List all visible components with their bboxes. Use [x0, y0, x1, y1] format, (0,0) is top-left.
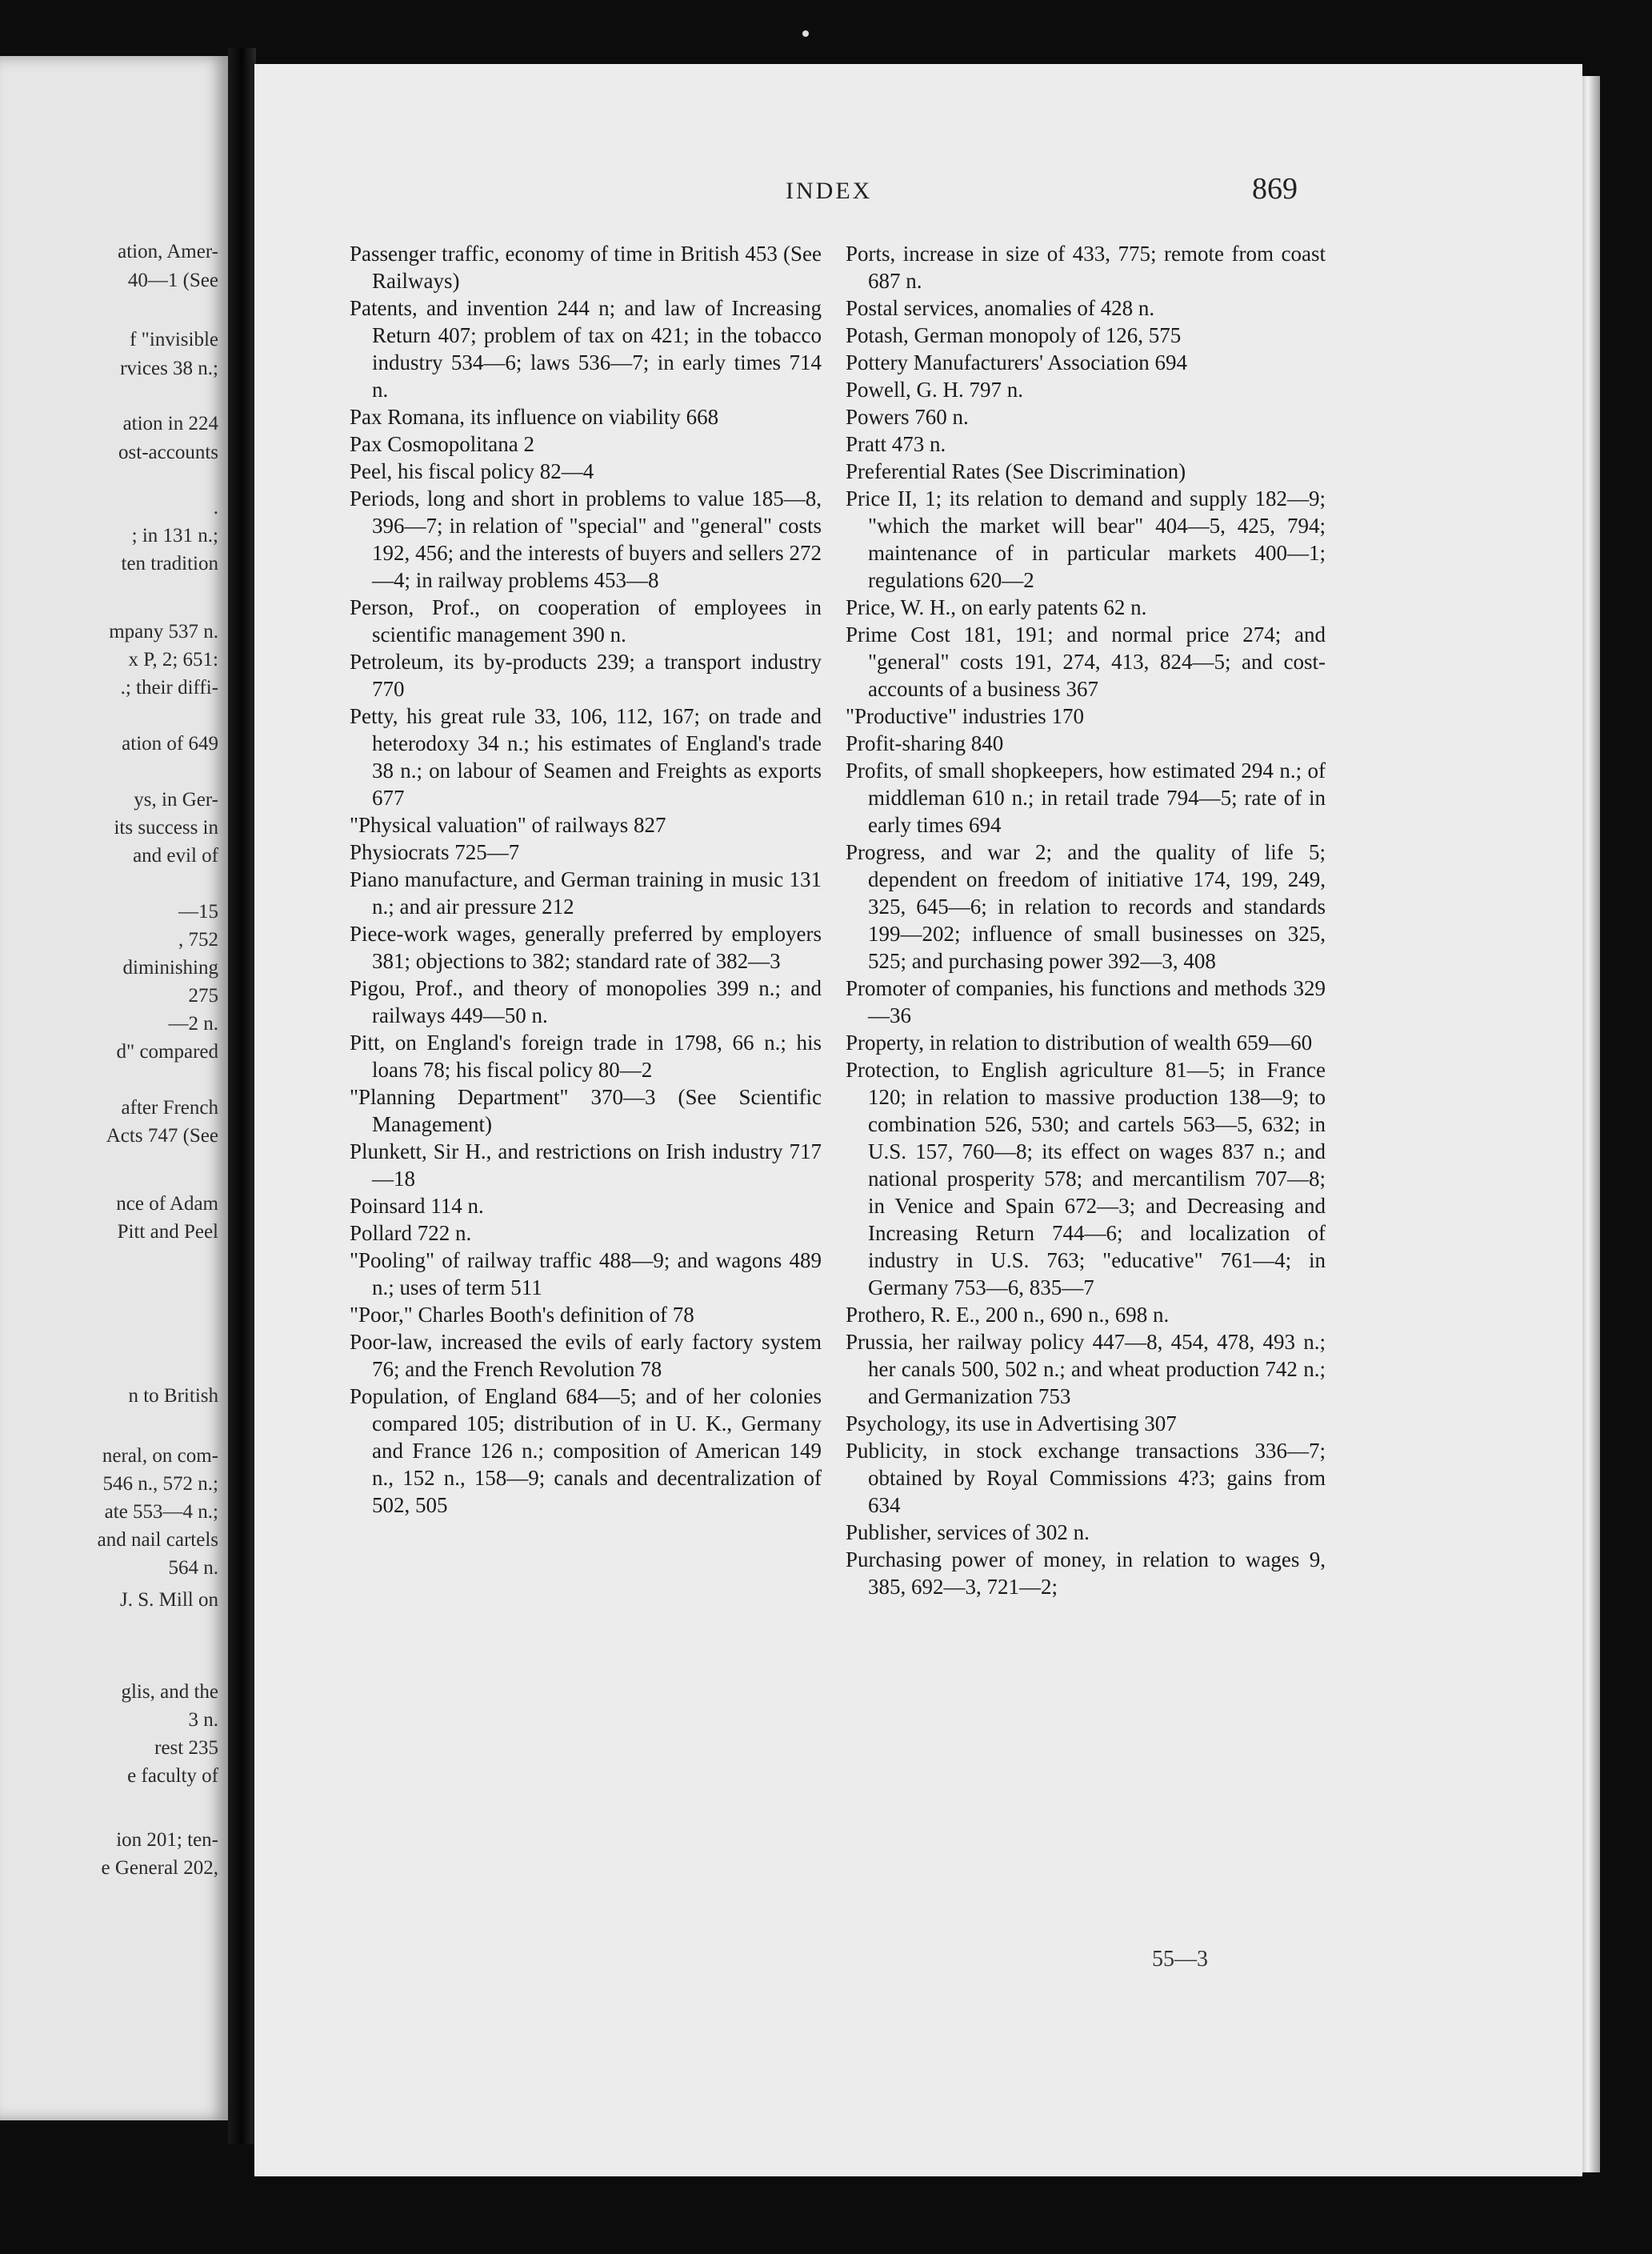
previous-page-fragment: d" compared — [116, 1041, 218, 1063]
index-entry: Publicity, in stock exchange transactions 336—7; obtained by Royal Commissions 4?3; gains from 634 — [846, 1439, 1326, 1517]
previous-page-fragment: f "invisible — [130, 329, 218, 350]
previous-page-fragment: after French — [121, 1097, 218, 1119]
previous-page-fragment: 275 — [188, 985, 218, 1007]
previous-page-fragment: . — [213, 497, 218, 518]
previous-page-fragment: ten tradition — [121, 553, 218, 575]
index-entry: Piano manufacture, and German training in music 131 n.; and air pressure 212 — [350, 867, 822, 919]
previous-page-fragment: ation in 224 — [122, 413, 218, 434]
index-entry: Petroleum, its by-products 239; a transport industry 770 — [350, 650, 822, 701]
index-entry: Profits, of small shopkeepers, how estimated 294 n.; of middleman 610 n.; in retail trade 794—5; rate of in early times 694 — [846, 759, 1326, 837]
previous-page-fragment: Pitt and Peel — [117, 1221, 218, 1243]
index-entry: Promoter of companies, his functions and methods 329—36 — [846, 976, 1326, 1027]
index-entry: Progress, and war 2; and the quality of life 5; dependent on freedom of initiative 174, 199, 249, 325, 645—6; in relation to records and standards 199—202; influence of small businesses on 325, 525; and purchasing power 392—3, 408 — [846, 840, 1326, 973]
index-entry: Powell, G. H. 797 n. — [846, 378, 1023, 402]
index-entry: Property, in relation to distribution of wealth 659—60 — [846, 1031, 1313, 1055]
index-entry: "Planning Department" 370—3 (See Scientific Management) — [350, 1085, 822, 1136]
index-entry: Profit-sharing 840 — [846, 731, 1004, 755]
index-entry: Preferential Rates (See Discrimination) — [846, 459, 1186, 483]
index-entry: Piece-work wages, generally preferred by employers 381; objections to 382; standard rate of 382—3 — [350, 922, 822, 973]
index-entry: Pitt, on England's foreign trade in 1798, 66 n.; his loans 78; his fiscal policy 80—2 — [350, 1031, 822, 1082]
previous-page-fragment: , 752 — [178, 929, 218, 951]
previous-page-fragment: diminishing — [122, 957, 218, 979]
index-entry: Prussia, her railway policy 447—8, 454, 478, 493 n.; her canals 500, 502 n.; and wheat production 742 n.; and Germanization 753 — [846, 1330, 1326, 1408]
previous-page-fragment: rvices 38 n.; — [120, 358, 218, 379]
previous-page-fragment: 40—1 (See — [127, 270, 218, 291]
index-entry: Person, Prof., on cooperation of employees in scientific management 390 n. — [350, 595, 822, 647]
previous-page-fragment: and nail cartels — [97, 1529, 218, 1551]
previous-page-margin — [0, 56, 228, 2120]
index-entry: Patents, and invention 244 n; and law of Increasing Return 407; problem of tax on 421; in the tobacco industry 534—6; laws 536—7; in early times 714 n. — [350, 296, 822, 402]
index-entry: Passenger traffic, economy of time in British 453 (See Railways) — [350, 242, 822, 293]
index-entry: Purchasing power of money, in relation to wages 9, 385, 692—3, 721—2; — [846, 1547, 1326, 1599]
index-entry: Pottery Manufacturers' Association 694 — [846, 350, 1188, 374]
index-entry: Pratt 473 n. — [846, 432, 946, 456]
previous-page-fragment: J. S. Mill on — [120, 1589, 218, 1611]
previous-page-fragment: rest 235 — [154, 1737, 218, 1759]
index-entry: Population, of England 684—5; and of her colonies compared 105; distribution of in U. K., Germany and France 126 n.; composition of American 149 n., 152 n., 158—9; canals and decentralization of 502, 505 — [350, 1384, 822, 1517]
index-entry: Prothero, R. E., 200 n., 690 n., 698 n. — [846, 1303, 1170, 1327]
index-entry: Potash, German monopoly of 126, 575 — [846, 323, 1182, 347]
index-entry: Prime Cost 181, 191; and normal price 274; and "general" costs 191, 274, 413, 824—5; and cost-accounts of a business 367 — [846, 623, 1326, 701]
index-entry: Pax Romana, its influence on viability 668 — [350, 405, 719, 429]
previous-page-fragment: and evil of — [133, 845, 218, 867]
previous-page-fragment: x P, 2; 651: — [128, 649, 218, 671]
previous-page-fragment: ate 553—4 n.; — [104, 1501, 218, 1523]
index-entry: Pax Cosmopolitana 2 — [350, 432, 534, 456]
index-entry: Petty, his great rule 33, 106, 112, 167; on trade and heterodoxy 34 n.; his estimates of England's trade 38 n.; on labour of Seamen and Freights as exports 677 — [350, 704, 822, 810]
index-entry: Price II, 1; its relation to demand and supply 182—9; "which the market will bear" 404—5, 425, 794; maintenance of in particular markets 400—1; regulations 620—2 — [846, 486, 1326, 592]
previous-page-fragment: Acts 747 (See — [106, 1125, 218, 1147]
page-edge — [1582, 76, 1600, 2172]
index-entry: "Pooling" of railway traffic 488—9; and wagons 489 n.; uses of term 511 — [350, 1248, 822, 1299]
index-entry: Poor-law, increased the evils of early factory system 76; and the French Revolution 78 — [350, 1330, 822, 1381]
previous-page-fragment: glis, and the — [121, 1681, 218, 1703]
previous-page-fragment: 546 n., 572 n.; — [102, 1473, 218, 1495]
index-entry: Physiocrats 725—7 — [350, 840, 520, 864]
index-column-right — [846, 240, 1326, 1600]
previous-page-fragment: mpany 537 n. — [109, 621, 218, 643]
previous-page-fragment: ost-accounts — [118, 442, 218, 463]
index-entry: Protection, to English agriculture 81—5; in France 120; in relation to massive production 138—9; to combination 526, 530; and cartels 563—5, 632; in U.S. 157, 760—8; its effect on wages 837 n.; and national prosperity 578; and mercantilism 707—8; in Venice and Spain 672—3; and Decreasing and Increasing Return 744—6; and localization of industry in U.S. 763; "educative" 761—4; in Germany 753—6, 835—7 — [846, 1058, 1326, 1299]
page-number: 869 — [1252, 172, 1298, 206]
index-entry: Poinsard 114 n. — [350, 1194, 484, 1218]
previous-page-fragment: 564 n. — [168, 1557, 218, 1579]
index-entry: "Productive" industries 170 — [846, 704, 1085, 728]
index-entry: Psychology, its use in Advertising 307 — [846, 1411, 1177, 1435]
book-gutter — [228, 48, 256, 2144]
index-entry: Price, W. H., on early patents 62 n. — [846, 595, 1147, 619]
index-entry: Postal services, anomalies of 428 n. — [846, 296, 1155, 320]
index-entry: Powers 760 n. — [846, 405, 969, 429]
previous-page-fragment: ation, Amer- — [118, 241, 218, 262]
previous-page-fragment: ys, in Ger- — [134, 789, 218, 811]
index-entry: Pigou, Prof., and theory of monopolies 399 n.; and railways 449—50 n. — [350, 976, 822, 1027]
previous-page-fragment: nce of Adam — [116, 1193, 218, 1215]
running-head: INDEX — [786, 178, 873, 204]
index-entry: Ports, increase in size of 433, 775; remote from coast 687 n. — [846, 242, 1326, 293]
previous-page-fragment: —15 — [178, 901, 218, 923]
index-entry: Publisher, services of 302 n. — [846, 1520, 1090, 1544]
previous-page-fragment: .; their diffi- — [120, 677, 218, 699]
index-entry: "Physical valuation" of railways 827 — [350, 813, 666, 837]
index-entry: Pollard 722 n. — [350, 1221, 472, 1245]
previous-page-fragment: neral, on com- — [102, 1445, 218, 1467]
previous-page-fragment: ; in 131 n.; — [131, 525, 218, 546]
previous-page-fragment: ation of 649 — [122, 733, 218, 755]
index-column-left — [350, 240, 822, 1519]
index-entry: Periods, long and short in problems to value 185—8, 396—7; in relation of "special" and "general" costs 192, 456; and the interests of buyers and sellers 272—4; in railway problems 453—8 — [350, 486, 822, 592]
index-entry: Peel, his fiscal policy 82—4 — [350, 459, 594, 483]
previous-page-fragment: its success in — [114, 817, 218, 839]
previous-page-fragment: e faculty of — [127, 1765, 218, 1787]
previous-page-fragment: 3 n. — [188, 1709, 218, 1731]
previous-page-fragment: e General 202, — [101, 1857, 218, 1879]
previous-page-fragment: n to British — [128, 1385, 218, 1407]
index-entry: "Poor," Charles Booth's definition of 78 — [350, 1303, 694, 1327]
signature-mark: 55—3 — [1152, 1947, 1208, 1972]
previous-page-fragment: —2 n. — [168, 1013, 218, 1035]
index-entry: Plunkett, Sir H., and restrictions on Irish industry 717—18 — [350, 1139, 822, 1191]
dust-speck — [802, 30, 809, 37]
previous-page-fragment: ion 201; ten- — [116, 1829, 218, 1851]
